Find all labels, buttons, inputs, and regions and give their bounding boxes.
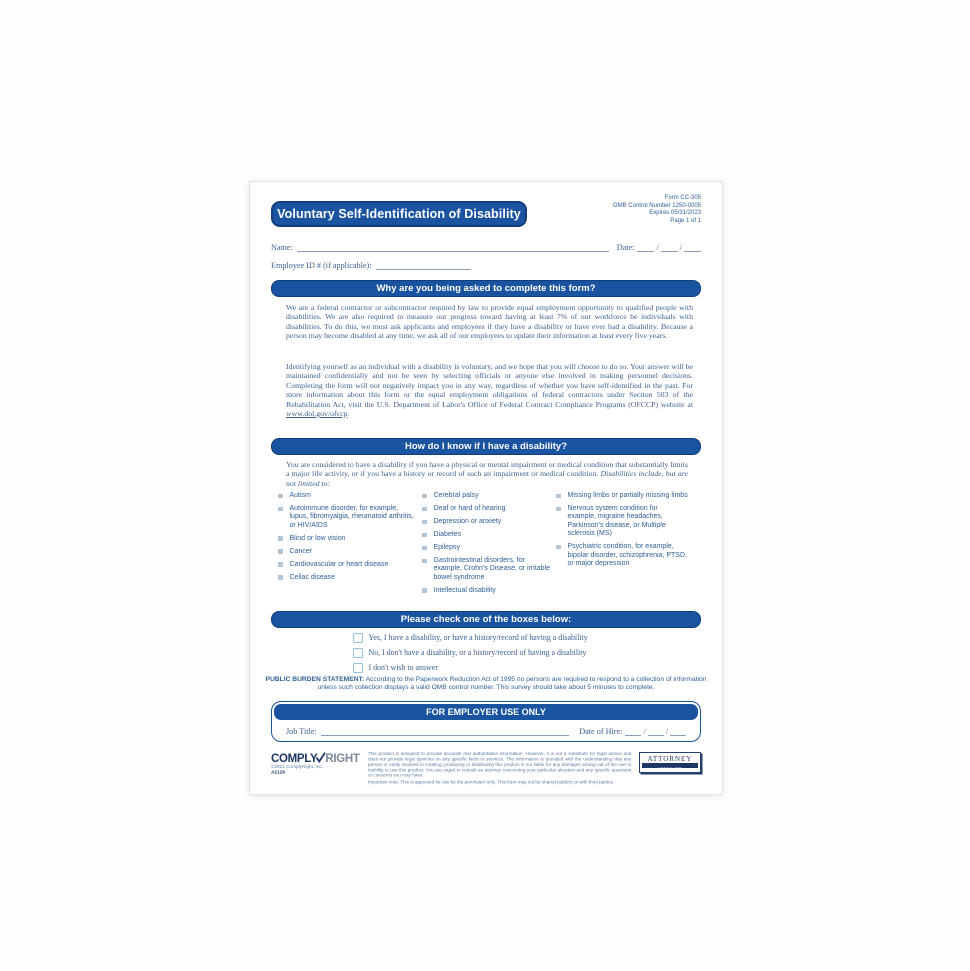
meta-page-number: Page 1 of 1 <box>670 217 701 224</box>
list-item <box>422 492 550 500</box>
why-paragraph-2-text: Identifying yourself as an individual with a disability is voluntary, and we hope that you will choose to do so. Your answer will be maintained confidentially and not be seen by selecting officials or anyone else involved in making personnel decisions. Completing the form will not negatively impact you in any way, regardless of whether you have self-identified in the past. For more information about this form or the equal employment obligations of federal contractors under Section 503 of the Rehabilitation Act, visit the U.S. Department of Labor's Office of Federal Contract Compliance Programs (OFCCP) website at <box>286 362 693 409</box>
date-of-hire-label: Date of Hire: <box>579 727 623 736</box>
option-row-no <box>353 648 588 658</box>
list-item <box>422 531 550 539</box>
complyright-logo-text <box>271 752 368 765</box>
meta-expires: Expires 05/31/2023 <box>649 210 701 217</box>
name-date-row <box>271 242 701 252</box>
option-row-yes <box>353 633 588 643</box>
disability-column-3 <box>556 492 688 573</box>
list-item-label: Nervous system condition for example, migraine headaches, Parkinson's disease, or Multiple sclerosis (MS) <box>567 505 666 538</box>
complyright-logo <box>271 752 368 795</box>
approved-badge-bar <box>642 763 698 769</box>
public-burden-label: PUBLIC BURDEN STATEMENT: <box>265 676 365 683</box>
option-label-no: No, I don't have a disability, or a history/record of having a disability <box>368 648 587 658</box>
disability-column-1 <box>278 492 415 587</box>
list-item-label: Deaf or hard of hearing <box>433 505 506 512</box>
meta-omb-number: OMB Control Number 1250-0005 <box>612 202 701 209</box>
bullet-square-icon <box>422 520 427 525</box>
ofccp-link[interactable]: www.dol.gov/ofccp <box>286 409 348 419</box>
employer-use-heading <box>274 704 698 720</box>
form-sheet <box>249 181 723 795</box>
list-item <box>422 544 550 552</box>
hire-year-line[interactable] <box>670 726 686 736</box>
bullet-square-icon <box>278 549 283 554</box>
list-item <box>422 518 550 526</box>
bullet-square-icon <box>278 494 283 499</box>
attorney-approved-badge <box>639 752 701 773</box>
legal-text-block <box>368 752 639 795</box>
bullet-square-icon <box>278 536 283 541</box>
public-burden-statement <box>264 676 708 692</box>
job-title-input-line[interactable] <box>321 726 570 736</box>
list-item-label: Psychiatric condition, for example, bipolar disorder, schizophrenia, PTSD, or major depression <box>567 543 687 568</box>
bullet-square-icon <box>422 546 427 551</box>
list-item-label: Depression or anxiety <box>433 518 502 525</box>
list-item <box>278 548 415 556</box>
section-heading-how <box>271 438 701 455</box>
option-label-no-answer: I don't wish to answer <box>368 663 438 673</box>
list-item-label: Cardiovascular or heart disease <box>289 560 389 568</box>
list-item-label: Gastrointestinal disorders, for example, Crohn's Disease, or irritable bowel syndrome <box>433 557 550 581</box>
option-row-no-answer <box>353 663 588 673</box>
employer-fields-row <box>272 722 700 736</box>
bullet-square-icon <box>278 575 283 580</box>
list-item <box>422 557 550 582</box>
name-label: Name: <box>271 243 293 252</box>
approved-badge-text: APPROVED <box>657 767 683 771</box>
section-heading-check-label: Please check one of the boxes below: <box>400 614 572 625</box>
hire-slash-2: / <box>665 727 668 736</box>
section-heading-check <box>271 611 701 628</box>
list-item <box>278 505 415 530</box>
employee-id-row <box>271 260 701 270</box>
list-item-label: Autism <box>289 492 311 499</box>
how-intro-regular: You are considered to have a disability if you have a physical or mental impairment or medical condition that substantially limits a major life activity, or if you have a history or record of such an impairment or medical condition. <box>286 460 688 479</box>
date-slash-1: / <box>656 243 659 252</box>
bullet-square-icon <box>422 588 427 593</box>
bullet-square-icon <box>278 562 283 567</box>
public-burden-text: According to the Paperwork Reduction Act of 1995 no persons are required to respond to a collection of information unless such collection displays a valid OMB control number. This survey should take about 5 minutes to complete. <box>317 676 707 692</box>
employee-id-input-line[interactable] <box>376 260 471 270</box>
why-paragraph-2-period: . <box>347 409 350 419</box>
sku-text: A2129 <box>271 770 285 776</box>
bullet-square-icon <box>422 507 427 512</box>
how-intro-italic: Disabilities include, but are not limited to: <box>286 469 688 488</box>
form-title-label: Voluntary Self-Identification of Disability <box>277 207 521 221</box>
bullet-square-icon <box>556 494 561 499</box>
logo-comply-text: COMPLY <box>271 752 318 765</box>
how-intro-paragraph <box>286 460 688 488</box>
option-label-yes: Yes, I have a disability, or have a history/record of having a disability <box>368 633 588 643</box>
section-heading-why-label: Why are you being asked to complete this form? <box>376 283 596 294</box>
attorney-badge-text: ATTORNEY <box>647 754 693 763</box>
bullet-square-icon <box>278 507 283 512</box>
job-title-label: Job Title: <box>286 727 317 736</box>
section-heading-how-label: How do I know if I have a disability? <box>404 441 568 452</box>
bullet-square-icon <box>556 507 561 512</box>
section-heading-why <box>271 280 701 297</box>
why-paragraph-1 <box>286 303 693 341</box>
list-item-label: Celiac disease <box>289 573 336 581</box>
logo-subtext <box>271 765 368 776</box>
list-item <box>278 535 415 543</box>
hire-slash-1: / <box>643 727 646 736</box>
employer-use-box <box>271 701 701 742</box>
list-item <box>556 492 688 500</box>
list-item-label: Autoimmune disorder, for example, lupus, fibromyalgia, rheumatoid arthritis, or HIV/AIDS <box>289 505 414 529</box>
list-item-label: Intellectual disability <box>433 586 496 594</box>
list-item <box>278 561 415 569</box>
date-slash-2: / <box>679 243 682 252</box>
list-item <box>278 574 415 582</box>
form-meta <box>613 195 701 225</box>
list-item <box>556 543 688 568</box>
bullet-square-icon <box>422 559 427 564</box>
bullet-square-icon <box>556 545 561 550</box>
hire-day-line[interactable] <box>648 726 664 736</box>
disability-column-2 <box>422 492 550 600</box>
hire-month-line[interactable] <box>625 726 641 736</box>
legal-important-note: Important note: This is approved for use by the purchaser only. This form may not be shared publicly or with third parties. <box>368 780 615 785</box>
list-item-label: Blind or low vision <box>289 534 346 542</box>
legal-disclaimer: This product is designed to provide accurate and authoritative information. However, it is not a substitute for legal advice and does not provide legal opinions on any specific facts or services. The information is provided with the understanding that any person or entity involved in creating, producing or distributing this product is not liable for any damages arising out of the use or inability to use this product. You are urged to consult an attorney concerning your particular situation and any specific questions or concerns you may have. <box>368 752 632 778</box>
list-item-label: Cancer <box>289 547 313 555</box>
checkbox-yes[interactable] <box>353 633 363 643</box>
checkbox-options <box>353 633 588 678</box>
checkbox-no-answer[interactable] <box>353 663 363 673</box>
name-input-line[interactable] <box>297 242 609 252</box>
date-label: Date: <box>616 243 635 252</box>
list-item <box>422 505 550 513</box>
employer-use-heading-label: FOR EMPLOYER USE ONLY <box>426 707 546 717</box>
why-paragraph-2 <box>286 362 693 418</box>
list-item-label: Missing limbs or partially missing limbs <box>567 492 688 499</box>
date-day-line[interactable] <box>661 242 678 252</box>
footer <box>271 752 701 795</box>
date-year-line[interactable] <box>684 242 701 252</box>
list-item-label: Cerebral palsy <box>433 492 479 499</box>
list-item-label: Epilepsy <box>433 544 460 551</box>
list-item-label: Diabetes <box>433 531 462 538</box>
bullet-square-icon <box>422 494 427 499</box>
why-paragraph-1-text: We are a federal contractor or subcontractor required by law to provide equal employment opportunity to qualified people with disabilities. We are also required to measure our progress toward having at least 7% of our workforce be individuals with disabilities. To do this, we must ask applicants and employees if they have a disability or have ever had a disability. Because a person may become disabled at any time, we ask all of our employees to update their information at least every five years. <box>286 303 693 341</box>
list-item <box>278 492 415 500</box>
date-month-line[interactable] <box>637 242 654 252</box>
meta-form-number: Form CC-305 <box>664 195 701 201</box>
logo-right-text: RIGHT <box>325 752 360 765</box>
employee-id-label: Employee ID # (if applicable): <box>271 261 372 270</box>
list-item <box>422 587 550 595</box>
checkbox-no[interactable] <box>353 648 363 658</box>
bullet-square-icon <box>422 533 427 538</box>
form-title <box>271 201 527 227</box>
copyright-text: ©2021 ComplyRight, Inc. <box>271 765 324 770</box>
list-item <box>556 505 688 539</box>
